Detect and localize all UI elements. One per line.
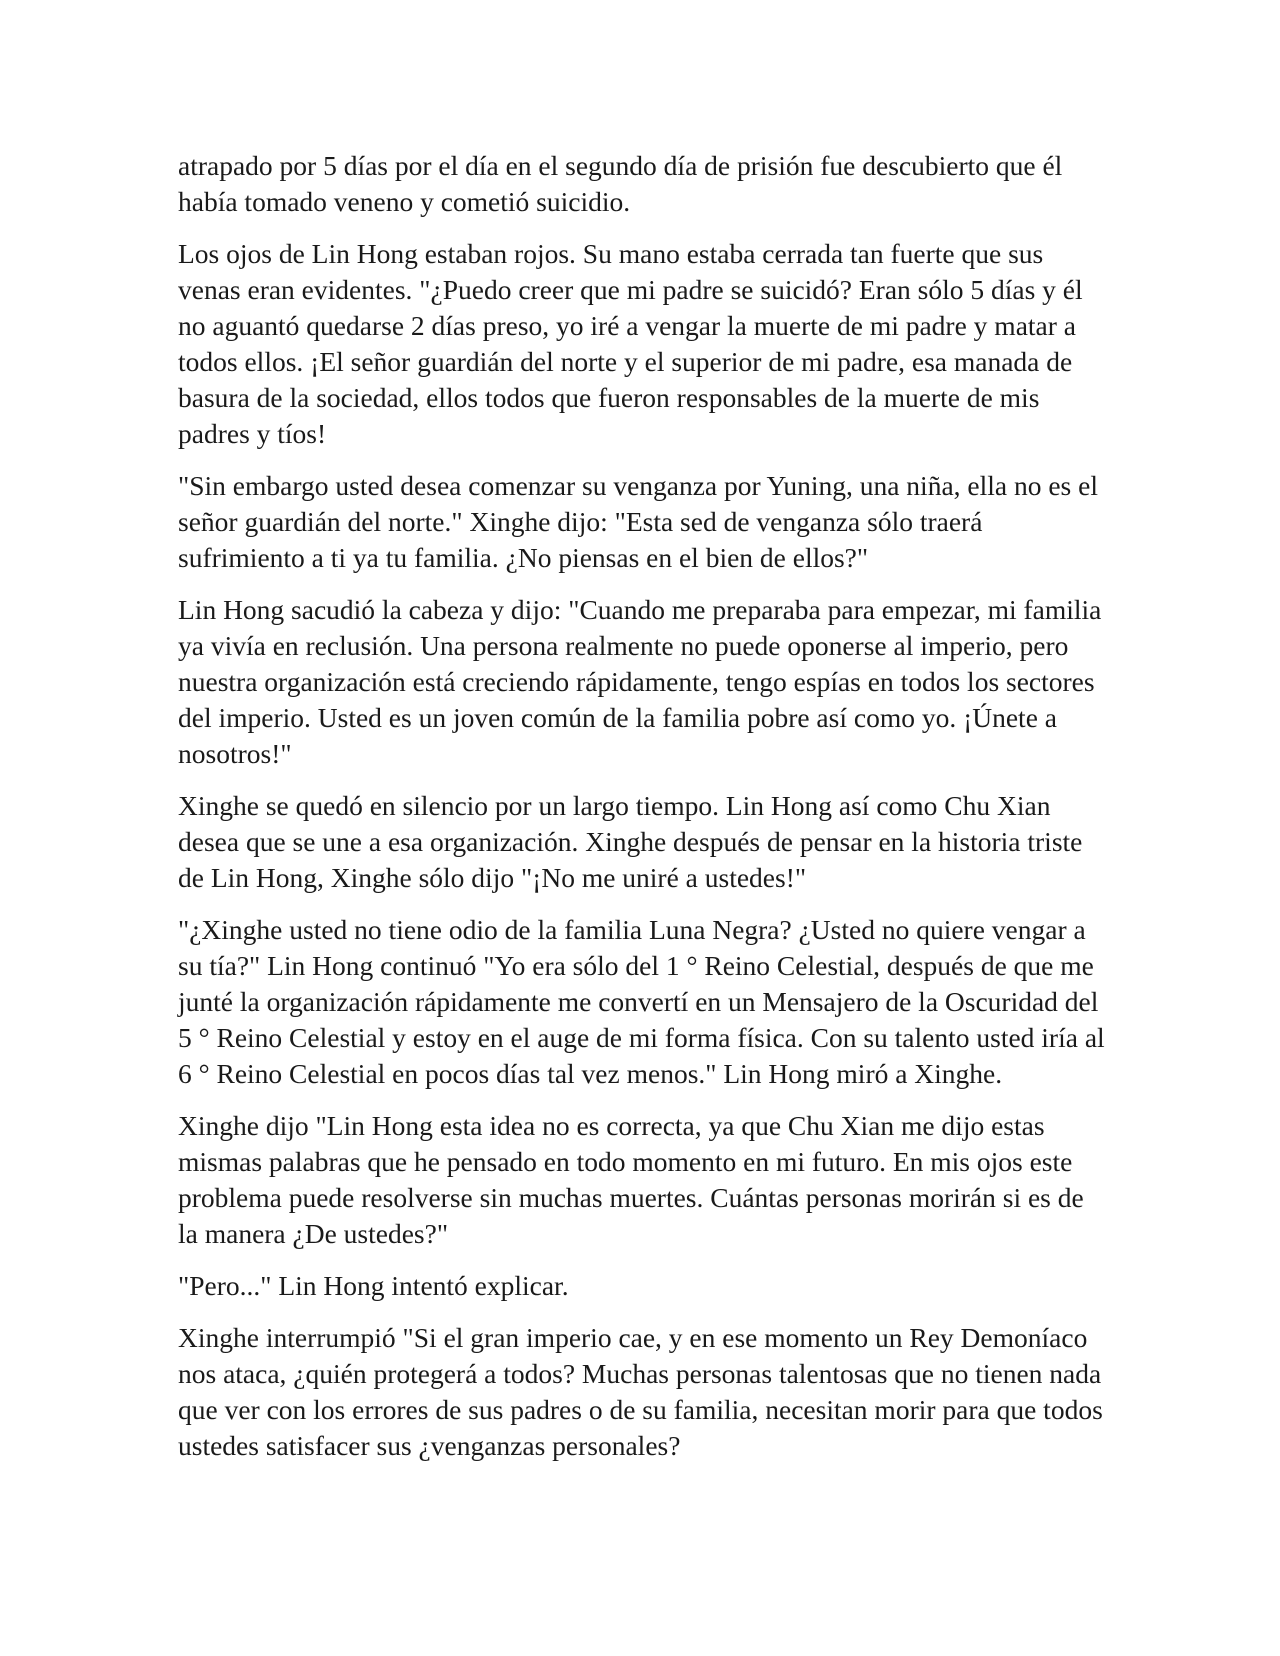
paragraph: Xinghe se quedó en silencio por un largo tiempo. Lin Hong así como Chu Xian desea que se une a esa organización. Xinghe después de pensar en la historia triste de Lin Hong, Xinghe sólo dijo "¡No me uniré a ustedes!" [178, 790, 1083, 893]
paragraph: atrapado por 5 días por el día en el segundo día de prisión fue descubierto que él había tomado veneno y cometió suicidio. [178, 150, 1063, 217]
document-page [178, 148, 1108, 1480]
paragraph: "Pero..." Lin Hong intentó explicar. [178, 1270, 569, 1301]
paragraph: Xinghe interrumpió "Si el gran imperio cae, y en ese momento un Rey Demoníaco nos ataca, ¿quién protegerá a todos? Muchas personas talentosas que no tienen nada que ver con los errores de sus padres o de su familia, necesitan morir para que todos ustedes satisfacer sus ¿venganzas personales? [178, 1322, 1103, 1461]
paragraph: Los ojos de Lin Hong estaban rojos. Su mano estaba cerrada tan fuerte que sus venas eran evidentes. "¿Puedo creer que mi padre se suicidó? Eran sólo 5 días y él no aguantó quedarse 2 días preso, yo iré a vengar la muerte de mi padre y matar a todos ellos. ¡El señor guardián del norte y el superior de mi padre, esa manada de basura de la sociedad, ellos todos que fueron responsables de la muerte de mis padres y tíos! [178, 238, 1083, 449]
paragraph: Xinghe dijo "Lin Hong esta idea no es correcta, ya que Chu Xian me dijo estas mismas palabras que he pensado en todo momento en mi futuro. En mis ojos este problema puede resolverse sin muchas muertes. Cuántas personas morirán si es de la manera ¿De ustedes?" [178, 1110, 1084, 1249]
paragraph: "Sin embargo usted desea comenzar su venganza por Yuning, una niña, ella no es el señor guardián del norte." Xinghe dijo: "Esta sed de venganza sólo traerá sufrimiento a ti ya tu familia. ¿No piensas en el bien de ellos?" [178, 470, 1098, 573]
paragraph: Lin Hong sacudió la cabeza y dijo: "Cuando me preparaba para empezar, mi familia ya vivía en reclusión. Una persona realmente no puede oponerse al imperio, pero nuestra organización está creciendo rápidamente, tengo espías en todos los sectores del imperio. Usted es un joven común de la familia pobre así como yo. ¡Únete a nosotros!" [178, 594, 1102, 769]
paragraph: "¿Xinghe usted no tiene odio de la familia Luna Negra? ¿Usted no quiere vengar a su tía?" Lin Hong continuó "Yo era sólo del 1 ° Reino Celestial, después de que me junté la organización rápidamente me convertí en un Mensajero de la Oscuridad del 5 ° Reino Celestial y estoy en el auge de mi forma física. Con su talento usted iría al 6 ° Reino Celestial en pocos días tal vez menos." Lin Hong miró a Xinghe. [178, 914, 1105, 1089]
